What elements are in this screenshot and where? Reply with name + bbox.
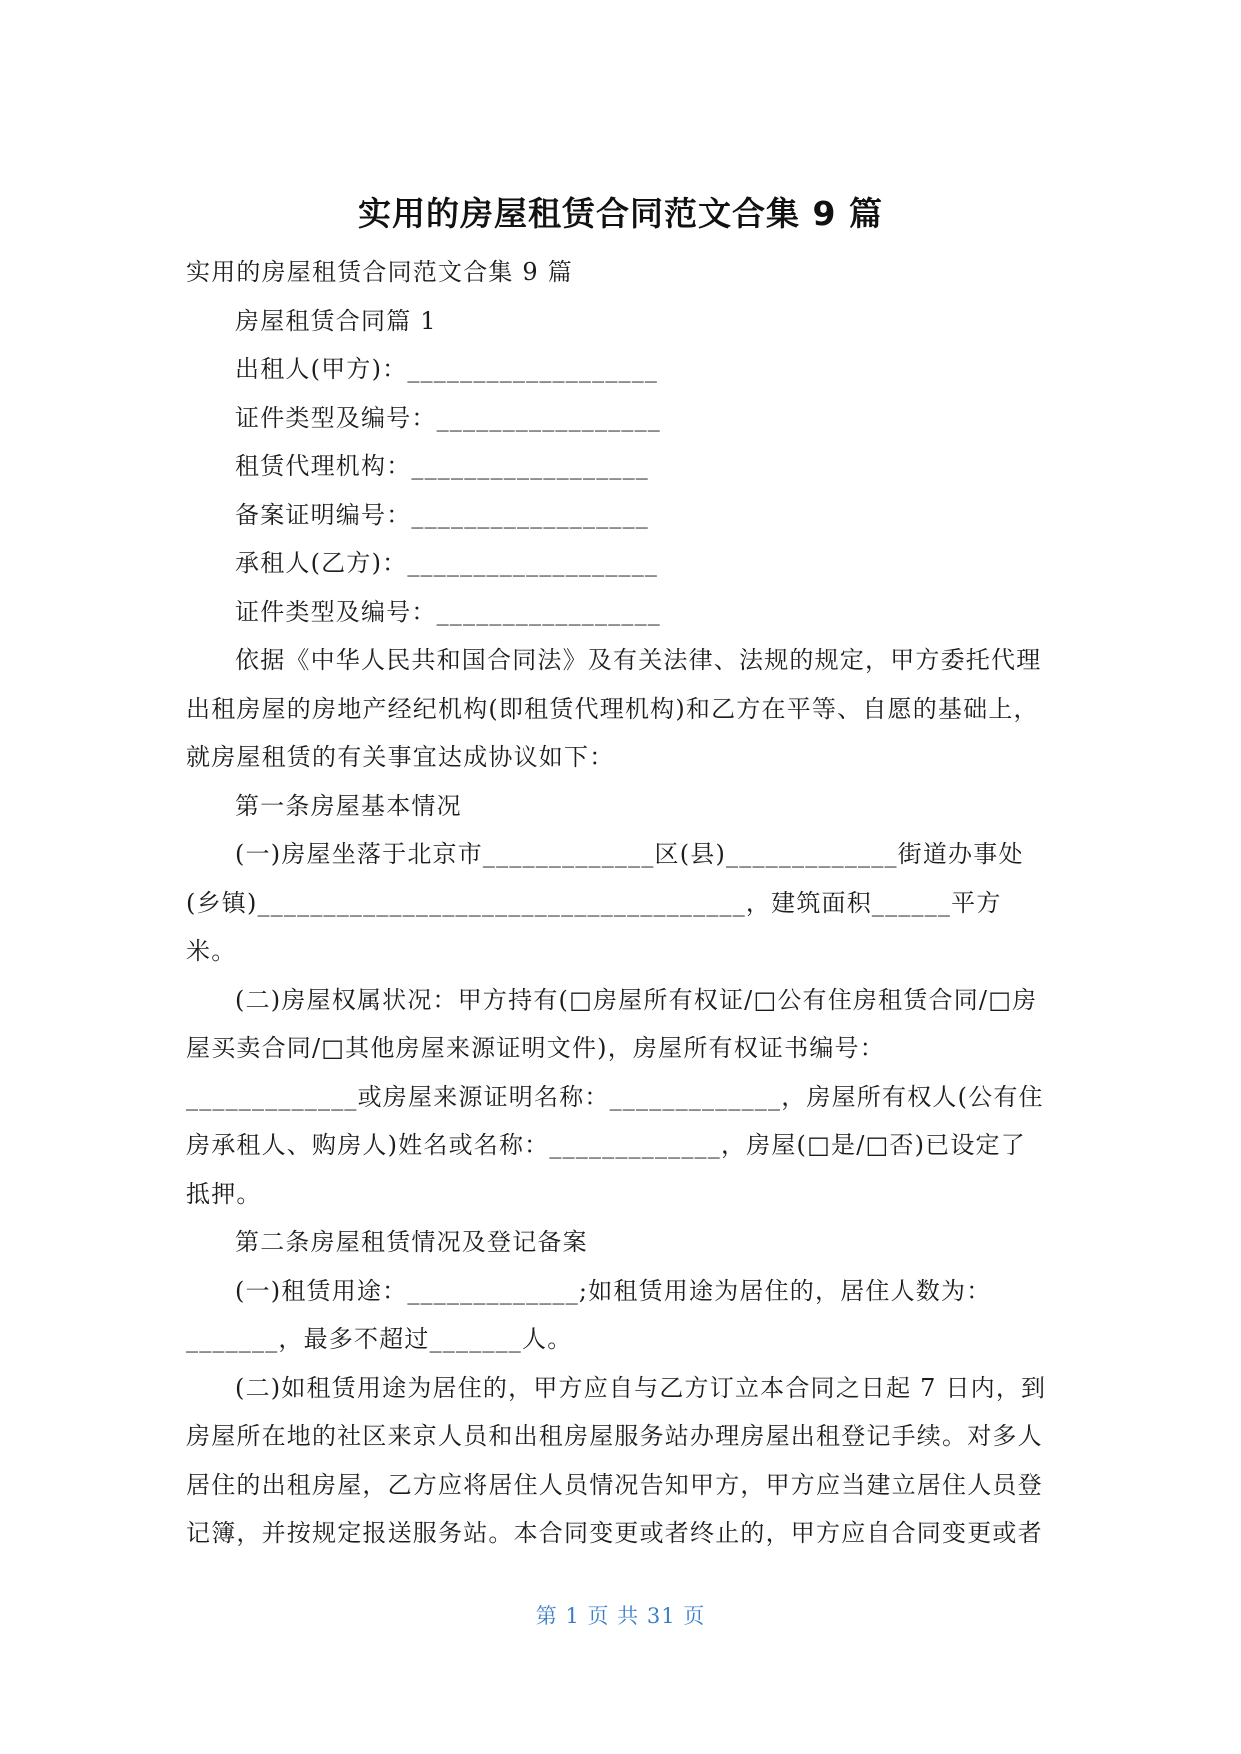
document-title: 实用的房屋租赁合同范文合集 9 篇 (358, 194, 883, 233)
body-line: 房屋租赁合同篇 1 (235, 306, 437, 335)
body-line: 房屋所在地的社区来京人员和出租房屋服务站办理房屋出租登记手续。对多人 (186, 1422, 1043, 1450)
body-line: _____________或房屋来源证明名称：_____________，房屋所有权人(公有住 (186, 1082, 1044, 1111)
body-line: 备案证明编号：__________________ (235, 500, 649, 529)
body-line: 第二条房屋租赁情况及登记备案 (235, 1228, 588, 1256)
body-line: 承租人(乙方)：___________________ (235, 549, 659, 577)
body-line: (二)如租赁用途为居住的，甲方应自与乙方订立本合同之日起 7 日内，到 (235, 1373, 1047, 1402)
body-line: (二)房屋权属状况：甲方持有(□房屋所有权证/□公有住房租赁合同/□房 (235, 985, 1038, 1014)
body-line: 米。 (186, 937, 237, 965)
body-line: 屋买卖合同/□其他房屋来源证明文件)，房屋所有权证书编号： (186, 1034, 885, 1062)
body-line: 依据《中华人民共和国合同法》及有关法律、法规的规定，甲方委托代理 (235, 646, 1042, 674)
body-line: (一)房屋坐落于北京市_____________区(县)_____________街道办事处 (235, 840, 1024, 868)
body-line: 就房屋租赁的有关事宜达成协议如下： (186, 743, 615, 771)
body-line: 房承租人、购房人)姓名或名称：_____________，房屋(□是/□否)已设定了 (186, 1131, 1026, 1159)
body-line: 居住的出租房屋，乙方应将居住人员情况告知甲方，甲方应当建立居住人员登 (186, 1470, 1043, 1499)
body-line: (一)租赁用途：_____________;如租赁用途为居住的，居住人数为： (235, 1276, 992, 1305)
body-line: 出租人(甲方)：___________________ (235, 355, 659, 383)
body-line: 抵押。 (186, 1179, 262, 1208)
body-line: 出租房屋的房地产经纪机构(即租赁代理机构)和乙方在平等、自愿的基础上， (186, 694, 1039, 723)
page-footer: 第 1 页 共 31 页 (535, 1604, 706, 1628)
body-line: (乡镇)_____________________________________，建筑面积______平方 (186, 888, 1002, 917)
body-line: 记簿，并按规定报送服务站。本合同变更或者终止的，甲方应自合同变更或者 (186, 1519, 1043, 1547)
body-line: _______，最多不超过_______人。 (186, 1325, 573, 1353)
body-line: 实用的房屋租赁合同范文合集 9 篇 (186, 258, 573, 286)
body-line: 证件类型及编号：_________________ (235, 403, 661, 432)
body-line: 第一条房屋基本情况 (235, 791, 462, 820)
body-line: 证件类型及编号：_________________ (235, 597, 661, 626)
body-line: 租赁代理机构：__________________ (235, 452, 649, 480)
